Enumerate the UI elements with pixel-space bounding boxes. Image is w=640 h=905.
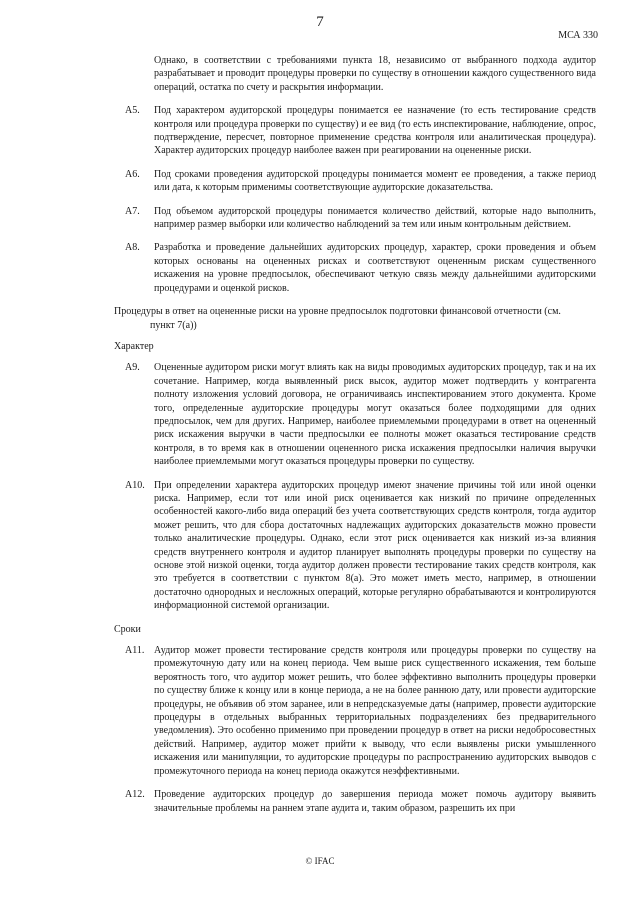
paragraph-a7: [116, 205, 596, 232]
paragraph-text: Разработка и проведение дальнейших аудиторских процедур, характер, сроки проведения и объем которых основаны на оцененных рисках и соответствуют оцененным рискам существенного искажения на уровне предпосылок, обеспечивают четкую связь между дальнейшими аудиторскими процедурами и оценкой рисков.: [154, 242, 596, 294]
nature-heading: Характер: [114, 340, 154, 352]
paragraph-text: При определении характера аудиторских процедур имеют значение причины той или иной оценки риска. Например, если тот или иной риск оценивается как низкий по причине определенных особенностей какого-либо вида операций без учета соответствующих средств контроля, тогда аудитор может решить, что для сбора достаточных надлежащих аудиторских доказательств можно провести только аналитические процедуры. Однако, если этот риск оценивается как низкий из-за влияния средств внутреннего контроля и аудитор планирует выполнять процедуры проверки по существу на основе этой низкой оценки, тогда аудитор должен провести тестирование таких средств контроля, как это требуется в соответствии с пунктом 8(а). Это может иметь место, например, в отношении достаточно однородных и несложных операций, которые регулярно обрабатываются и контролируются информационной системой организации.: [154, 479, 596, 612]
paragraph-text: Оцененные аудитором риски могут влиять как на виды проводимых аудиторских процедур, так и на их сочетание. Например, когда выявленный риск высок, аудитор может подтвердить у контрагента полноту изложения условий договора, не ограничиваясь инспектированием этого документа. Кроме того, определенные аудиторские процедуры могут оказаться более подходящими для одних предпосылок, чем для других. Например, наиболее приемлемыми процедурами в ответ на оцененный риск искажения выручки в части предпосылки ее полноты может оказаться тестирование средств контроля, в то время как в отношении оцененного риска искажения предпосылки наличия выручки наиболее приемлемыми могут оказаться процедуры проверки по существу.: [154, 362, 596, 468]
paragraph-text: Проведение аудиторских процедур до завершения периода может помочь аудитору выявить значительные проблемы на раннем этапе аудита и, таким образом, разрешить их при: [154, 789, 596, 814]
paragraph-text: Аудитор может провести тестирование средств контроля или процедуры проверки по существу на промежуточную дату или на конец периода. Чем выше риск существенного искажения, тем больше вероятность того, что аудитор может решить, что более эффективно выполнить процедуры проверки по существу ближе к концу или в конце периода, а не на более раннюю дату, или провести аудиторские процедуры, не объявив об этом заранее, или в непредсказуемые даты (например, провести аудиторские процедуры в отдельных выбранных территориальных подразделениях без предварительного уведомления). Это особенно применимо при проведении процедур в ответ на риски недобросовестных действий. Например, аудитор может прийти к выводу, что если выявлены риски умышленного искажения или манипуляции, то аудиторские процедуры по распространению аудиторских выводов с промежуточного периода на конец периода окажутся неэффективными.: [154, 645, 596, 777]
paragraph-label: A8.: [125, 242, 140, 254]
paragraph-a9: [116, 361, 596, 468]
paragraph-a6: [116, 168, 596, 195]
paragraph-a8: [116, 241, 596, 295]
paragraph-label: A6.: [125, 168, 140, 180]
paragraph-label: A12.: [125, 789, 145, 801]
page-number: 7: [316, 14, 324, 30]
paragraph-a12: [116, 788, 596, 815]
standard-code: МСА 330: [558, 30, 598, 41]
paragraph-label: A10.: [125, 479, 145, 491]
intro-paragraph: Однако, в соответствии с требованиями пункта 18, независимо от выбранного подхода аудитор разрабатывает и проводит процедуры проверки по существу в отношении каждого существенного вида операций, остатка по счету и раскрытия информации.: [154, 55, 596, 93]
section-heading-line1: Процедуры в ответ на оцененные риски на уровне предпосылок подготовки финансовой отчетности (см.: [114, 306, 561, 318]
page-content: [116, 54, 596, 825]
paragraph-label: A9.: [125, 362, 140, 374]
section-heading-line2: пункт 7(a)): [150, 319, 197, 331]
paragraph-a11: [116, 644, 596, 778]
paragraph-a10: [116, 479, 596, 613]
paragraph-label: A7.: [125, 205, 140, 217]
paragraph-text: Под сроками проведения аудиторской процедуры понимается момент ее проведения, а также период или дата, к которым применимы соответствующие аудиторские доказательства.: [154, 168, 596, 194]
definitions-list: [116, 104, 596, 295]
paragraph-a5: [116, 104, 596, 158]
timing-heading: Сроки: [114, 623, 141, 635]
section-heading: [114, 305, 596, 332]
paragraph-text: Под характером аудиторской процедуры понимается ее назначение (то есть тестирование средств контроля или процедура проверки по существу) и ее вид (то есть инспектирование, наблюдение, опрос, подтверждение, пересчет, повторное применение средства контроля или аналитическая процедура). Характер аудиторских процедур наиболее важен при реагировании на оцененные риски.: [154, 105, 596, 157]
copyright-footer: © IFAC: [305, 856, 335, 866]
paragraph-text: Под объемом аудиторской процедуры понимается количество действий, которые надо выполнить, например размер выборки или количество наблюдений за тем или иным контрольным действием.: [154, 205, 596, 231]
paragraph-label: A5.: [125, 105, 140, 117]
paragraph-label: A11.: [125, 645, 145, 657]
